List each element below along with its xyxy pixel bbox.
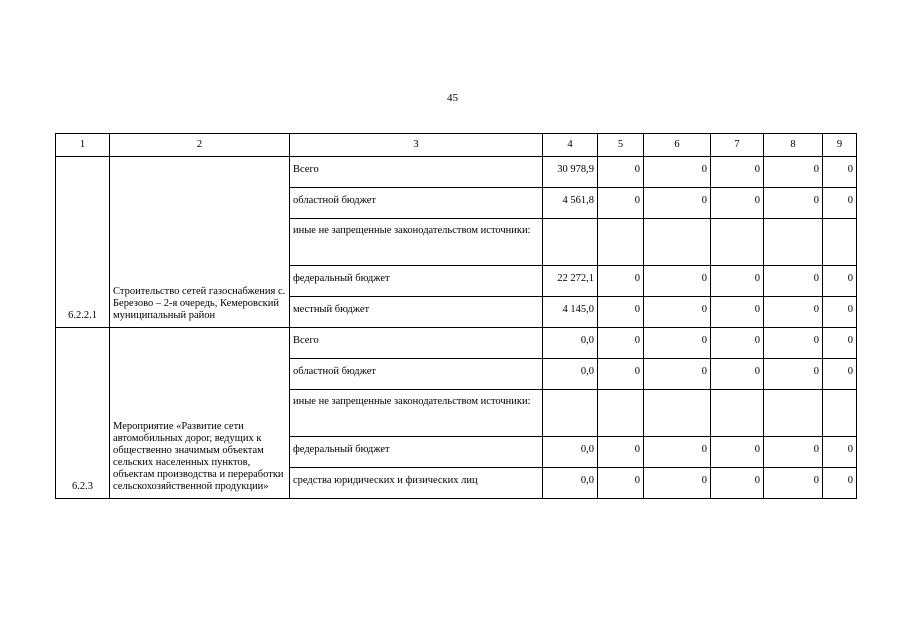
value-cell: 0 [823,297,857,328]
value-cell: 0 [711,468,764,499]
value-cell: 0 [644,157,711,188]
value-cell: 0 [644,437,711,468]
value-cell: 0 [711,157,764,188]
value-cell: 0 [764,359,823,390]
value-cell: 0 [711,437,764,468]
value-cell: 0 [711,297,764,328]
value-cell: 0 [644,297,711,328]
value-cell: 4 145,0 [543,297,598,328]
value-cell: 0,0 [543,328,598,359]
value-cell: 0 [598,297,644,328]
budget-table [55,133,857,499]
funding-source: местный бюджет [290,297,543,328]
value-cell: 0 [823,437,857,468]
value-cell [711,390,764,437]
value-cell: 0,0 [543,468,598,499]
header-cell: 8 [764,134,823,157]
funding-source: областной бюджет [290,188,543,219]
value-cell: 0,0 [543,359,598,390]
funding-source: Всего [290,157,543,188]
value-cell: 0 [764,266,823,297]
header-cell: 6 [644,134,711,157]
funding-source: иные не запрещенные законодательством источники: [290,219,543,266]
header-cell: 9 [823,134,857,157]
value-cell [764,390,823,437]
value-cell: 0 [823,188,857,219]
value-cell: 0 [764,468,823,499]
table-row [56,157,857,188]
value-cell [598,219,644,266]
value-cell: 0 [598,437,644,468]
value-cell [823,390,857,437]
value-cell: 0,0 [543,437,598,468]
header-row [56,134,857,157]
value-cell: 0 [823,157,857,188]
header-cell: 5 [598,134,644,157]
value-cell [644,219,711,266]
value-cell: 0 [711,188,764,219]
value-cell [764,219,823,266]
item-title: Строительство сетей газоснабжения с. Березово – 2-я очередь, Кемеровский муниципальный район [110,157,290,328]
value-cell: 0 [823,359,857,390]
value-cell: 22 272,1 [543,266,598,297]
value-cell: 0 [644,359,711,390]
value-cell: 0 [644,266,711,297]
value-cell: 0 [598,266,644,297]
value-cell: 0 [598,157,644,188]
value-cell [543,390,598,437]
header-cell: 4 [543,134,598,157]
value-cell: 0 [644,328,711,359]
value-cell: 0 [823,468,857,499]
value-cell: 0 [598,328,644,359]
header-cell: 2 [110,134,290,157]
header-cell: 1 [56,134,110,157]
value-cell: 0 [823,266,857,297]
funding-source: иные не запрещенные законодательством источники: [290,390,543,437]
value-cell: 0 [598,468,644,499]
value-cell: 0 [644,468,711,499]
value-cell: 0 [711,328,764,359]
value-cell [823,219,857,266]
funding-source: федеральный бюджет [290,437,543,468]
funding-source: средства юридических и физических лиц [290,468,543,499]
table-row [56,328,857,359]
value-cell: 0 [764,188,823,219]
value-cell: 0 [764,328,823,359]
value-cell: 0 [598,359,644,390]
value-cell: 0 [711,266,764,297]
value-cell: 30 978,9 [543,157,598,188]
funding-source: федеральный бюджет [290,266,543,297]
value-cell: 0 [764,297,823,328]
value-cell: 0 [823,328,857,359]
value-cell: 0 [711,359,764,390]
funding-source: областной бюджет [290,359,543,390]
funding-source: Всего [290,328,543,359]
value-cell [543,219,598,266]
value-cell: 0 [764,437,823,468]
value-cell [711,219,764,266]
value-cell [644,390,711,437]
item-title: Мероприятие «Развитие сети автомобильных дорог, ведущих к общественно значимым объектам сельских населенных пунктов, объектам производства и переработки сельскохозяйственной продукции» [110,328,290,499]
header-cell: 3 [290,134,543,157]
value-cell: 0 [644,188,711,219]
header-cell: 7 [711,134,764,157]
value-cell: 0 [764,157,823,188]
item-code: 6.2.3 [56,328,110,499]
item-code: 6.2.2.1 [56,157,110,328]
value-cell: 4 561,8 [543,188,598,219]
value-cell [598,390,644,437]
value-cell: 0 [598,188,644,219]
page-number: 45 [447,92,458,104]
